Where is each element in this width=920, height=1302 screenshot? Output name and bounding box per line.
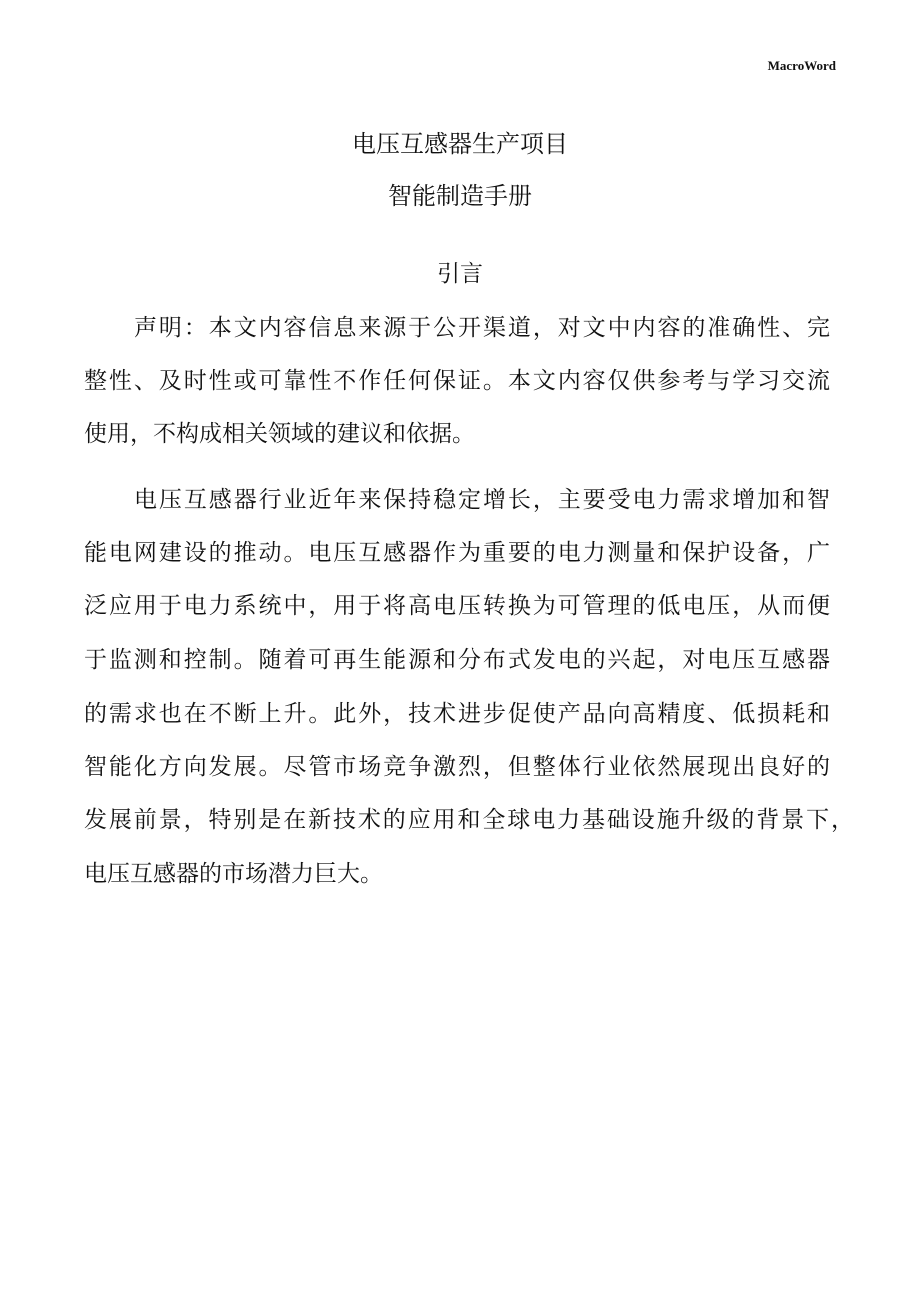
document-title-line1: 电压互感器生产项目: [352, 130, 568, 158]
text-line: 发展前景，特别是在新技术的应用和全球电力基础设施升级的背景下，: [84, 807, 854, 833]
text-line: 整性、及时性或可靠性不作任何保证。本文内容仅供参考与学习交流: [84, 368, 830, 394]
document-title-line2: 智能制造手册: [388, 182, 532, 210]
text-line: 使用，不构成相关领域的建议和依据。: [84, 421, 475, 447]
text-line: 的需求也在不断上升。此外，技术进步促使产品向高精度、低损耗和: [84, 701, 830, 727]
section-heading: 引言: [437, 261, 483, 287]
text-line: 能电网建设的推动。电压互感器作为重要的电力测量和保护设备，广: [84, 540, 830, 566]
header-brand: MacroWord: [767, 58, 836, 73]
text-line: 电压互感器行业近年来保持稳定增长，主要受电力需求增加和智: [134, 487, 830, 513]
text-line: 于监测和控制。随着可再生能源和分布式发电的兴起，对电压互感器: [84, 647, 830, 673]
text-line: 声明：本文内容信息来源于公开渠道，对文中内容的准确性、完: [134, 315, 830, 341]
text-line: 泛应用于电力系统中，用于将高电压转换为可管理的低电压，从而便: [84, 593, 830, 619]
text-line: 智能化方向发展。尽管市场竞争激烈，但整体行业依然展现出良好的: [84, 754, 830, 780]
text-line: 电压互感器的市场潜力巨大。: [84, 861, 383, 887]
